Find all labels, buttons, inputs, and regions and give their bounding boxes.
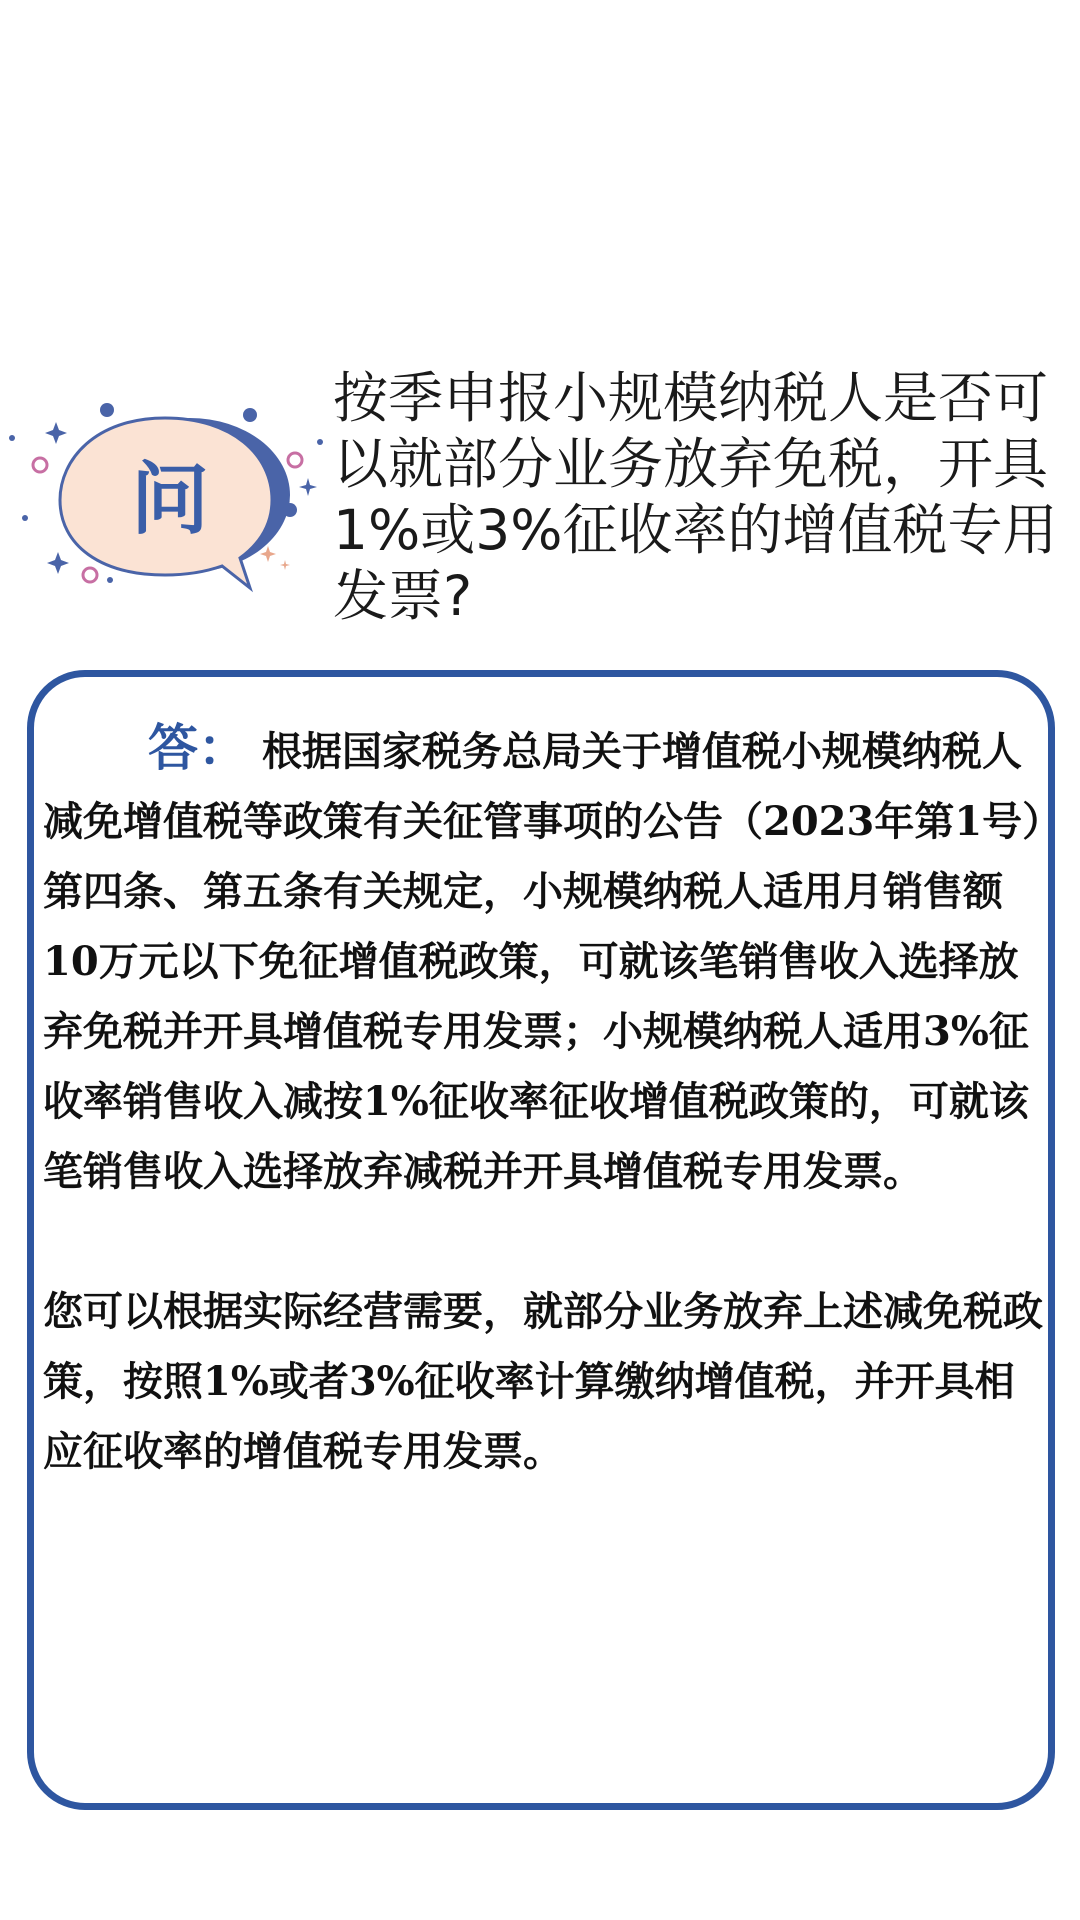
dot-decoration bbox=[22, 515, 28, 521]
question-text: 按季申报小规模纳税人是否可以就部分业务放弃免税，开具1%或3%征收率的增值税专用发票? bbox=[333, 366, 1058, 628]
dot-decoration bbox=[283, 503, 297, 517]
answer-paragraph-1-text: 根据国家税务总局关于增值税小规模纳税人减免增值税等政策有关征管事项的公告（2023年第1号）第四条、第五条有关规定，小规模纳税人适用月销售额10万元以下免征增值税政策，可就该笔销售收入选择放弃免税并开具增值税专用发票；小规模纳税人适用3%征收率销售收入减按1%征收率征收增值税政策的，可就该笔销售收入选择放弃减税并开具增值税专用发票。 bbox=[43, 728, 1043, 1195]
dot-decoration bbox=[33, 458, 47, 472]
dot-decoration bbox=[9, 435, 15, 441]
sparkle-icon bbox=[280, 560, 290, 570]
answer-content bbox=[43, 713, 1053, 1487]
sparkle-icon bbox=[45, 422, 67, 444]
dot-decoration bbox=[83, 568, 97, 582]
dot-decoration bbox=[317, 439, 323, 445]
sparkle-icon bbox=[299, 478, 317, 496]
answer-label: 答： bbox=[148, 719, 248, 777]
dot-decoration bbox=[243, 408, 257, 422]
dot-decoration bbox=[100, 403, 114, 417]
dot-decoration bbox=[107, 577, 113, 583]
answer-paragraph bbox=[43, 713, 1053, 1207]
sparkle-icon bbox=[260, 546, 276, 562]
sparkle-icon bbox=[47, 552, 69, 574]
answer-paragraph: 您可以根据实际经营需要，就部分业务放弃上述减免税政策，按照1%或者3%征收率计算缴纳增值税，并开具相应征收率的增值税专用发票。 bbox=[43, 1288, 1043, 1475]
dot-decoration bbox=[288, 453, 302, 467]
question-marker-label: 问 bbox=[130, 455, 209, 545]
